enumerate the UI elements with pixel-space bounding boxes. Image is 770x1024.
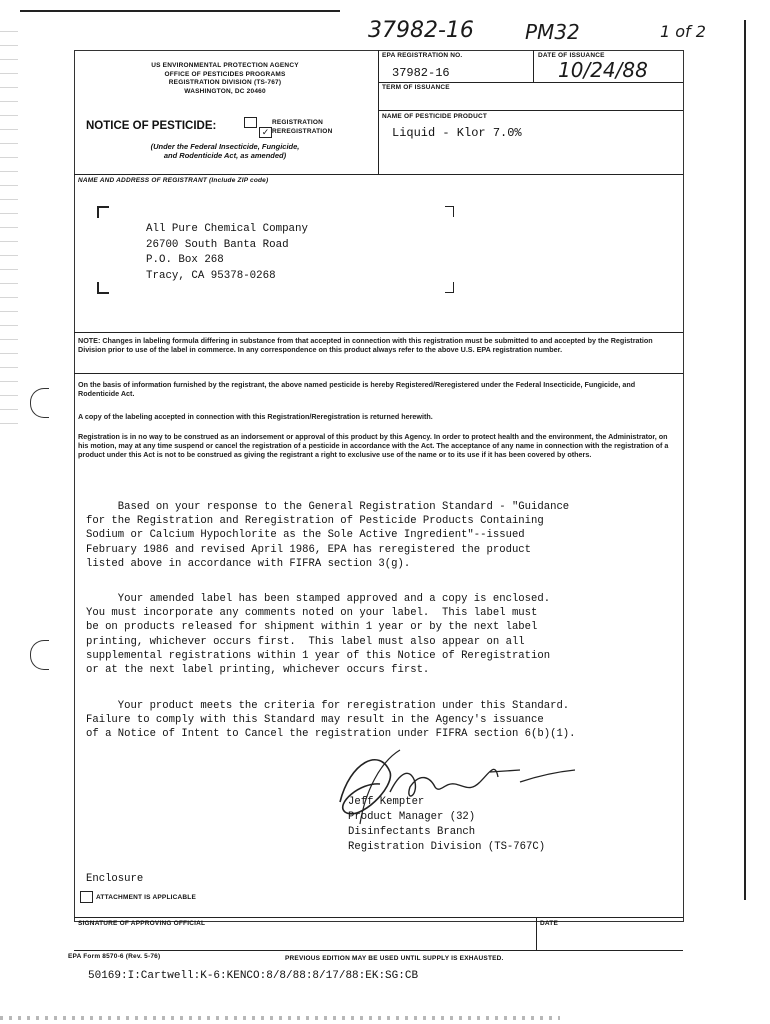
handwritten-date-issued: 10/24/88	[558, 58, 648, 82]
corner-mark-tr	[445, 206, 454, 217]
signer-division: Registration Division (TS-767C)	[348, 841, 546, 853]
header-divider	[378, 50, 379, 174]
signer-branch: Disinfectants Branch	[348, 826, 476, 838]
labeling-paragraph: A copy of the labeling accepted in connection with this Registration/Reregistration is returned herewith.	[78, 412, 433, 421]
top-rule	[20, 10, 340, 12]
signer-title: Product Manager (32)	[348, 811, 476, 823]
letter-paragraph-3: Your product meets the criteria for reregistration under this Standard. Failure to comply with this Standard may result in the Agency's issuance of a Notice of Intent to Cancel the registration under FIFRA section 6(b)(1).	[86, 700, 576, 741]
hole-punch-1	[30, 388, 49, 418]
signer-name: Jeff Kempter	[348, 796, 425, 808]
under-act-line1: (Under the Federal Insecticide, Fungicide,	[150, 142, 300, 151]
header-bottom-line	[74, 174, 683, 175]
note-top-line	[74, 332, 683, 333]
term-row-line	[378, 110, 683, 111]
agency-line3: REGISTRATION DIVISION (TS-767)	[168, 79, 282, 86]
date-label: DATE	[540, 920, 559, 927]
hole-punch-2	[30, 640, 49, 670]
agency-line1: US ENVIRONMENTAL PROTECTION AGENCY	[151, 62, 299, 69]
reg-row-line	[378, 82, 683, 83]
previous-edition: PREVIOUS EDITION MAY BE USED UNTIL SUPPLY IS EXHAUSTED.	[285, 955, 504, 962]
corner-mark-br	[445, 282, 454, 293]
product-name-value: Liquid - Klor 7.0%	[392, 126, 522, 140]
signature-row-bottom	[74, 950, 683, 951]
handwritten-reg-number: 37982-16	[368, 18, 474, 43]
corner-mark-bl	[97, 282, 109, 294]
notice-title: NOTICE OF PESTICIDE:	[86, 120, 217, 132]
disclaimer-paragraph: Registration is in no way to be construed as an indorsement or approval of this product by this Agency. In order to protect health and the environment, the Administrator, on his motion, may at any time suspend or cancel the registration of a pesticide in accordance with the Act. The acceptance of any name in connection with the registration of a product under this Act is not to be construed as giving the registrant a right to exclusive use of the name or to its use if it has been covered by others.	[78, 432, 669, 459]
agency-block	[80, 62, 370, 96]
scan-edge	[0, 30, 18, 430]
check-mark-icon: ✓	[261, 127, 270, 137]
option-registration-label: REGISTRATION	[272, 119, 324, 126]
registrant-label: NAME AND ADDRESS OF REGISTRANT (Include ZIP code)	[78, 177, 269, 184]
registrant-address	[146, 222, 308, 284]
agency-line2: OFFICE OF PESTICIDES PROGRAMS	[164, 70, 286, 78]
checkbox-registration[interactable]	[244, 117, 257, 128]
signature-label: SIGNATURE OF APPROVING OFFICIAL	[78, 920, 206, 927]
date-issuance-label: DATE OF ISSUANCE	[538, 52, 605, 59]
signature-block	[348, 795, 545, 855]
checkbox-reregistration[interactable]	[259, 127, 272, 138]
registrant-line2: 26700 South Banta Road	[146, 238, 289, 251]
under-act-line2: and Rodenticide Act, as amended)	[163, 151, 287, 160]
term-label: TERM OF ISSUANCE	[382, 84, 450, 91]
handwritten-page: 1 of 2	[660, 22, 706, 41]
product-name-label: NAME OF PESTICIDE PRODUCT	[382, 113, 488, 120]
registrant-line1: All Pure Chemical Company	[146, 223, 308, 235]
option-reregistration-label: REREGISTRATION	[272, 128, 333, 135]
note-text: NOTE: Changes in labeling formula differing in substance from that accepted in connection with this registration must be submitted to and accepted by the Registration Division prior to use of the label in commerce. In any correspondence on this product always refer to the above U.S. EPA registration number.	[78, 336, 653, 354]
epa-reg-label: EPA REGISTRATION NO.	[382, 52, 463, 59]
under-act	[100, 142, 350, 160]
signature-date-divider	[536, 917, 537, 950]
attachment-label: ATTACHMENT IS APPLICABLE	[96, 894, 197, 901]
corner-mark-tl	[97, 206, 109, 218]
registrant-line3: P.O. Box 268	[146, 254, 224, 266]
agency-line4: WASHINGTON, DC 20460	[184, 87, 266, 95]
note-bottom-line	[74, 373, 683, 374]
letter-paragraph-2: Your amended label has been stamped approved and a copy is enclosed. You must incorporate any comments noted on your label. This label must be on products released for shipment within 1 year or by the next label printing, whichever occurs first. This label must also appear on all supplemental registrations within 1 year of this Notice of Reregistration or at the next label printing, whichever occurs first.	[86, 593, 551, 677]
handwritten-pm: PM32	[525, 20, 580, 44]
attachment-checkbox[interactable]	[80, 891, 93, 903]
letter-paragraph-1: Based on your response to the General Registration Standard - "Guidance for the Registration and Reregistration of Pesticide Products Containing Sodium or Calcium Hypochlorite as the Sole Active Ingredient"--issued February 1986 and revised April 1986, EPA has reregistered the product listed above in accordance with FIFRA section 3(g).	[86, 501, 570, 570]
right-margin-line	[744, 20, 746, 900]
epa-reg-value: 37982-16	[392, 66, 450, 80]
enclosure-label: Enclosure	[86, 873, 144, 885]
date-divider	[533, 50, 534, 82]
basis-paragraph: On the basis of information furnished by the registrant, the above named pesticide is hereby Registered/Reregistered under the Federal Insecticide, Fungicide, and Rodenticide Act.	[78, 380, 636, 398]
form-id: EPA Form 8570-6 (Rev. 5-76)	[68, 953, 161, 960]
signature-row-top	[74, 917, 683, 918]
registrant-line4: Tracy, CA 95378-0268	[146, 269, 276, 282]
scan-bottom-edge	[0, 1016, 560, 1020]
routing-code: 50169:I:Cartwell:K-6:KENCO:8/8/88:8/17/88:EK:SG:CB	[88, 970, 419, 982]
